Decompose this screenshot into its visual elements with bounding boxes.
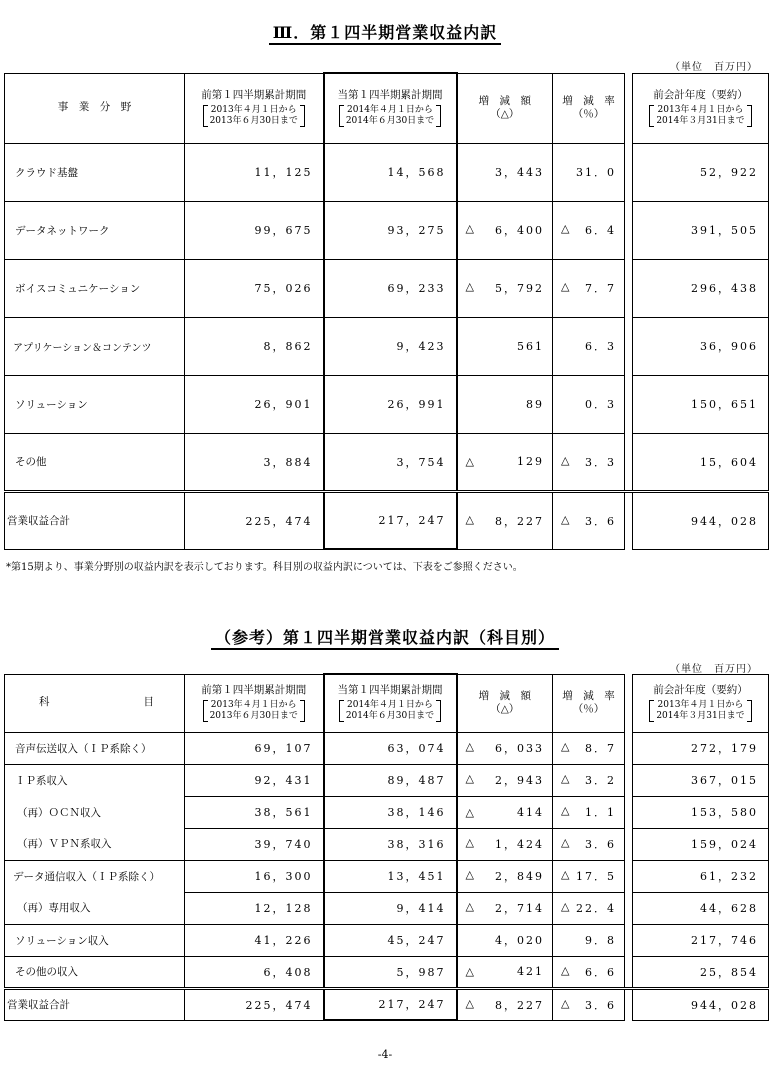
row-label: （再）ＶＰＮ系収入 (5, 828, 185, 860)
table-row: ＩＰ系収入 92，431 89，487 △ 2，943 △ 3．2 367，015 (5, 764, 769, 796)
header-rate: 増 減 率 （％） (553, 674, 625, 732)
item-revenue-table (4, 673, 769, 1021)
total-label: 営業収益合計 (5, 988, 185, 1020)
table-row: ソリューション収入 41，226 45，247 4，020 9．8 217，746 (5, 924, 769, 956)
section1-unit: （単位 百万円） (670, 62, 758, 73)
row-label: その他の収入 (5, 956, 185, 988)
section2-unit: （単位 百万円） (670, 664, 758, 675)
table-row: その他の収入 6，408 5，987 △ 421 △ 6．6 25，854 (5, 956, 769, 988)
table-row: アプリケーション＆コンテンツ 8，862 9，423 561 6．3 36，906 (5, 317, 769, 375)
total-label: 営業収益合計 (5, 491, 185, 549)
header-segment: 事 業 分 野 (5, 73, 185, 143)
row-label: （再）専用収入 (5, 892, 185, 924)
header-current-period: 当第１四半期累計期間 2014年４月１日から 2014年６月30日まで (324, 674, 457, 732)
segment-revenue-table (4, 72, 769, 550)
row-label: その他 (5, 433, 185, 491)
header-prev-period: 前第１四半期累計期間 2013年４月１日から 2013年６月30日まで (185, 674, 324, 732)
header-change: 増 減 額 （△） (457, 674, 553, 732)
table-row: クラウド基盤 11，125 14，568 3，443 31．0 52，922 (5, 143, 769, 201)
table-row: （再）ＶＰＮ系収入 39，740 38，316 △ 1，424 △ 3．6 159，024 (5, 828, 769, 860)
row-label: データ通信収入（ＩＰ系除く） (5, 860, 185, 892)
total-row: 営業収益合計 225，474 217，247 △ 8，227 △ 3．6 944，028 (5, 491, 769, 549)
table-row: （再）ＯＣＮ収入 38，561 38，146 △ 414 △ 1．1 153，580 (5, 796, 769, 828)
table-row: その他 3，884 3，754 △ 129 △ 3．3 15，604 (5, 433, 769, 491)
header-fiscal-year: 前会計年度（要約） 2013年４月１日から 2014年３月31日まで (633, 674, 769, 732)
header-change: 増 減 額 （△） (457, 73, 553, 143)
table-row: ボイスコミュニケーション 75，026 69，233 △ 5，792 △ 7．7 296，438 (5, 259, 769, 317)
table-row: ソリューション 26，901 26，991 89 0．3 150，651 (5, 375, 769, 433)
row-label: ソリューション (5, 375, 185, 433)
row-label: クラウド基盤 (5, 143, 185, 201)
section2-title: （参考）第１四半期営業収益内訳（科目別） (0, 625, 770, 648)
header-rate: 増 減 率 （％） (553, 73, 625, 143)
table-row: 音声伝送収入（ＩＰ系除く） 69，107 63，074 △ 6，033 △ 8．7 272，179 (5, 732, 769, 764)
header-current-period: 当第１四半期累計期間 2014年４月１日から 2014年６月30日まで (324, 73, 457, 143)
footnote: *第15期より、事業分野別の収益内訳を表示しております。科目別の収益内訳については、下表をご参照ください。 (6, 562, 523, 573)
row-label: （再）ＯＣＮ収入 (5, 796, 185, 828)
total-row: 営業収益合計 225，474 217，247 △ 8，227 △ 3．6 944，028 (5, 988, 769, 1020)
header-item: 科 目 (5, 674, 185, 732)
page-number: -4- (377, 1048, 393, 1061)
row-label: ボイスコミュニケーション (5, 259, 185, 317)
row-label: アプリケーション＆コンテンツ (5, 317, 185, 375)
table-row: （再）専用収入 12，128 9，414 △ 2，714 △ 22．4 44，628 (5, 892, 769, 924)
row-label: データネットワーク (5, 201, 185, 259)
section1-title: Ⅲ．第１四半期営業収益内訳 (0, 20, 770, 43)
header-prev-period: 前第１四半期累計期間 2013年４月１日から 2013年６月30日まで (185, 73, 324, 143)
table-row: データネットワーク 99，675 93，275 △ 6，400 △ 6．4 391，505 (5, 201, 769, 259)
row-label: 音声伝送収入（ＩＰ系除く） (5, 732, 185, 764)
row-label: ＩＰ系収入 (5, 764, 185, 796)
header-fiscal-year: 前会計年度（要約） 2013年４月１日から 2014年３月31日まで (633, 73, 769, 143)
table-row: データ通信収入（ＩＰ系除く） 16，300 13，451 △ 2，849 △ 17．5 61，232 (5, 860, 769, 892)
row-label: ソリューション収入 (5, 924, 185, 956)
